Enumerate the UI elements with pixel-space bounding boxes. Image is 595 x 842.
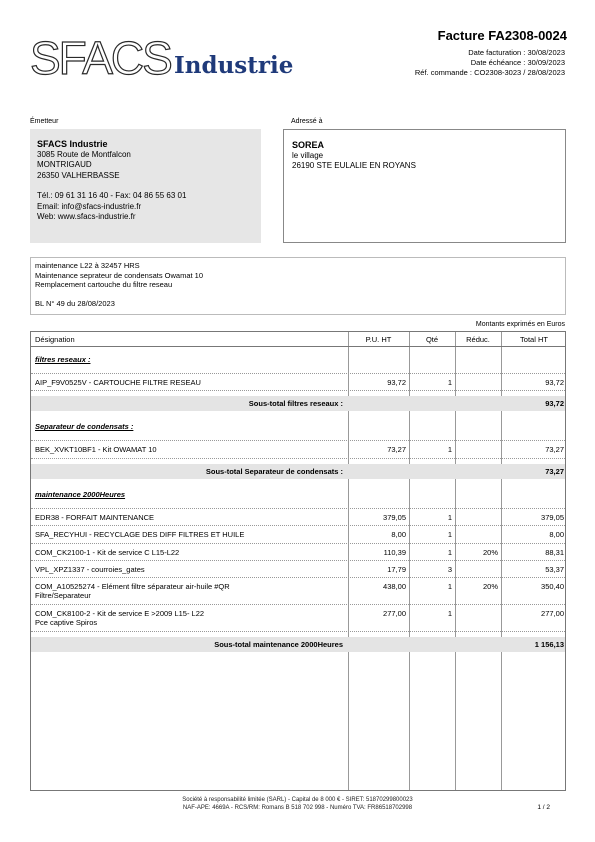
line-total: 8,00 <box>549 530 564 540</box>
row-separator <box>31 604 565 605</box>
line-unit-price: 93,72 <box>387 378 406 387</box>
line-designation: EDR38 - FORFAIT MAINTENANCE <box>35 512 155 522</box>
invoice-date: Date facturation : 30/08/2023 <box>468 48 565 57</box>
invoice-lines-table <box>30 331 566 791</box>
line-quantity: 1 <box>447 530 452 540</box>
line-designation-detail: Pce captive Spiros <box>35 618 98 628</box>
logo-brand: SFACS <box>30 32 171 84</box>
company-logo <box>30 32 294 84</box>
subtotal-value: 73,27 <box>545 466 564 476</box>
line-unit-price: 438,00 <box>383 582 406 592</box>
line-discount: 20% <box>482 547 498 557</box>
line-designation: COM_CK8100-2 - Kit de service E >2009 L15- L22 <box>35 609 205 619</box>
line-designation: BEK_XVKT10BF1 - Kit OWAMAT 10 <box>35 445 157 455</box>
line-unit-price: 73,27 <box>387 445 406 455</box>
recipient-box <box>283 129 566 243</box>
line-total: 88,31 <box>545 547 564 557</box>
header-total: Total HT <box>520 335 548 344</box>
line-designation: VPL_XPZ1337 - courroies_gates <box>35 565 145 574</box>
invoice-meta <box>415 48 565 78</box>
line-total: 93,72 <box>545 378 564 387</box>
recipient-address-line: le village <box>292 150 324 160</box>
row-separator <box>31 373 565 374</box>
subtotal-label: Sous-total maintenance 2000Heures <box>214 640 343 650</box>
legal-footer <box>0 796 595 812</box>
row-separator <box>31 525 565 526</box>
line-unit-price: 379,05 <box>383 512 406 522</box>
footer-line: NAF-APE: 4669A - RCS/RM: Romans B 518 702 998 - Numéro TVA: FR86518702998 <box>182 805 413 811</box>
invoice-order-ref: Réf. commande : CO2308-3023 / 28/08/2023 <box>414 68 565 77</box>
header-quantity: Qté <box>425 335 439 344</box>
line-quantity: 1 <box>447 582 452 592</box>
row-separator <box>31 458 565 459</box>
row-separator <box>31 543 565 544</box>
subtotal-value: 1 156,13 <box>534 640 564 650</box>
emitter-box <box>30 129 261 243</box>
logo-suffix: Industrie <box>174 52 294 79</box>
row-separator <box>31 440 565 441</box>
subtotal-label: Sous-total Separateur de condensats : <box>205 466 343 476</box>
line-designation-detail: Filtre/Separateur <box>35 591 91 601</box>
header-discount: Réduc. <box>466 335 490 344</box>
line-unit-price: 17,79 <box>387 565 406 574</box>
note-line: Remplacement cartouche du filtre reseau <box>35 280 173 289</box>
emitter-phone: Tél.: 09 61 31 16 40 - Fax: 04 86 55 63 01 <box>37 191 187 200</box>
line-quantity: 1 <box>447 512 452 522</box>
emitter-name: SFACS Industrie <box>37 139 108 149</box>
emitter-email: Email: info@sfacs-industrie.fr <box>37 201 142 211</box>
line-quantity: 3 <box>447 565 452 574</box>
page-number: 1 / 2 <box>537 804 550 811</box>
footer-line: Société à responsabilité limitée (SARL) - Capital de 8 000 € - SIRET: 51870299800023 <box>182 797 413 803</box>
section-title: maintenance 2000Heures <box>35 489 126 499</box>
currency-note: Montants exprimés en Euros <box>475 321 565 328</box>
line-total: 277,00 <box>541 609 564 619</box>
note-line: maintenance L22 à 32457 HRS <box>35 261 140 270</box>
recipient-name: SOREA <box>292 140 325 150</box>
line-quantity: 1 <box>447 547 452 557</box>
line-designation: AIP_F9V0525V - CARTOUCHE FILTRE RESEAU <box>35 378 201 387</box>
recipient-label: Adressé à <box>291 118 323 125</box>
note-line: Maintenance seprateur de condensats Owamat 10 <box>35 270 204 280</box>
line-quantity: 1 <box>447 378 452 387</box>
section-title: Separateur de condensats : <box>35 422 134 432</box>
header-unit-price: P.U. HT <box>365 335 392 344</box>
recipient-address-line: 26190 STE EULALIE EN ROYANS <box>292 161 416 170</box>
subtotal-value: 93,72 <box>545 399 564 409</box>
line-designation: SFA_RECYHUI - RECYCLAGE DES DIFF FILTRES ET HUILE <box>35 530 245 540</box>
subtotal-label: Sous-total filtres reseaux : <box>248 399 343 409</box>
invoice-title: Facture FA2308-0024 <box>437 28 567 43</box>
emitter-address-line: MONTRIGAUD <box>37 160 92 169</box>
invoice-note <box>30 257 566 315</box>
row-separator <box>31 508 565 509</box>
delivery-note-ref: BL N° 49 du 28/08/2023 <box>35 299 115 308</box>
row-separator <box>31 631 565 632</box>
line-total: 379,05 <box>541 512 564 522</box>
line-designation: COM_A10525274 - Elément filtre séparateur air-huile #QR <box>35 582 230 592</box>
line-quantity: 1 <box>447 609 452 619</box>
line-total: 53,37 <box>545 565 564 574</box>
row-separator <box>31 390 565 391</box>
line-total: 73,27 <box>545 445 564 455</box>
section-title: filtres reseaux : <box>35 355 91 364</box>
line-unit-price: 8,00 <box>391 530 406 540</box>
line-discount: 20% <box>482 582 498 592</box>
line-unit-price: 110,39 <box>383 547 406 557</box>
table-header <box>31 332 565 347</box>
line-total: 350,40 <box>541 582 564 592</box>
line-designation: COM_CK2100-1 - Kit de service C L15-L22 <box>35 547 180 557</box>
line-quantity: 1 <box>447 445 452 455</box>
emitter-web: Web: www.sfacs-industrie.fr <box>37 212 136 221</box>
row-separator <box>31 577 565 578</box>
line-unit-price: 277,00 <box>383 609 406 619</box>
emitter-address-line: 26350 VALHERBASSE <box>37 170 120 180</box>
invoice-due-date: Date échéance : 30/09/2023 <box>470 58 565 67</box>
emitter-label: Émetteur <box>30 118 59 125</box>
row-separator <box>31 560 565 561</box>
emitter-address-line: 3085 Route de Montfalcon <box>37 149 131 159</box>
header-designation: Désignation <box>35 335 75 344</box>
